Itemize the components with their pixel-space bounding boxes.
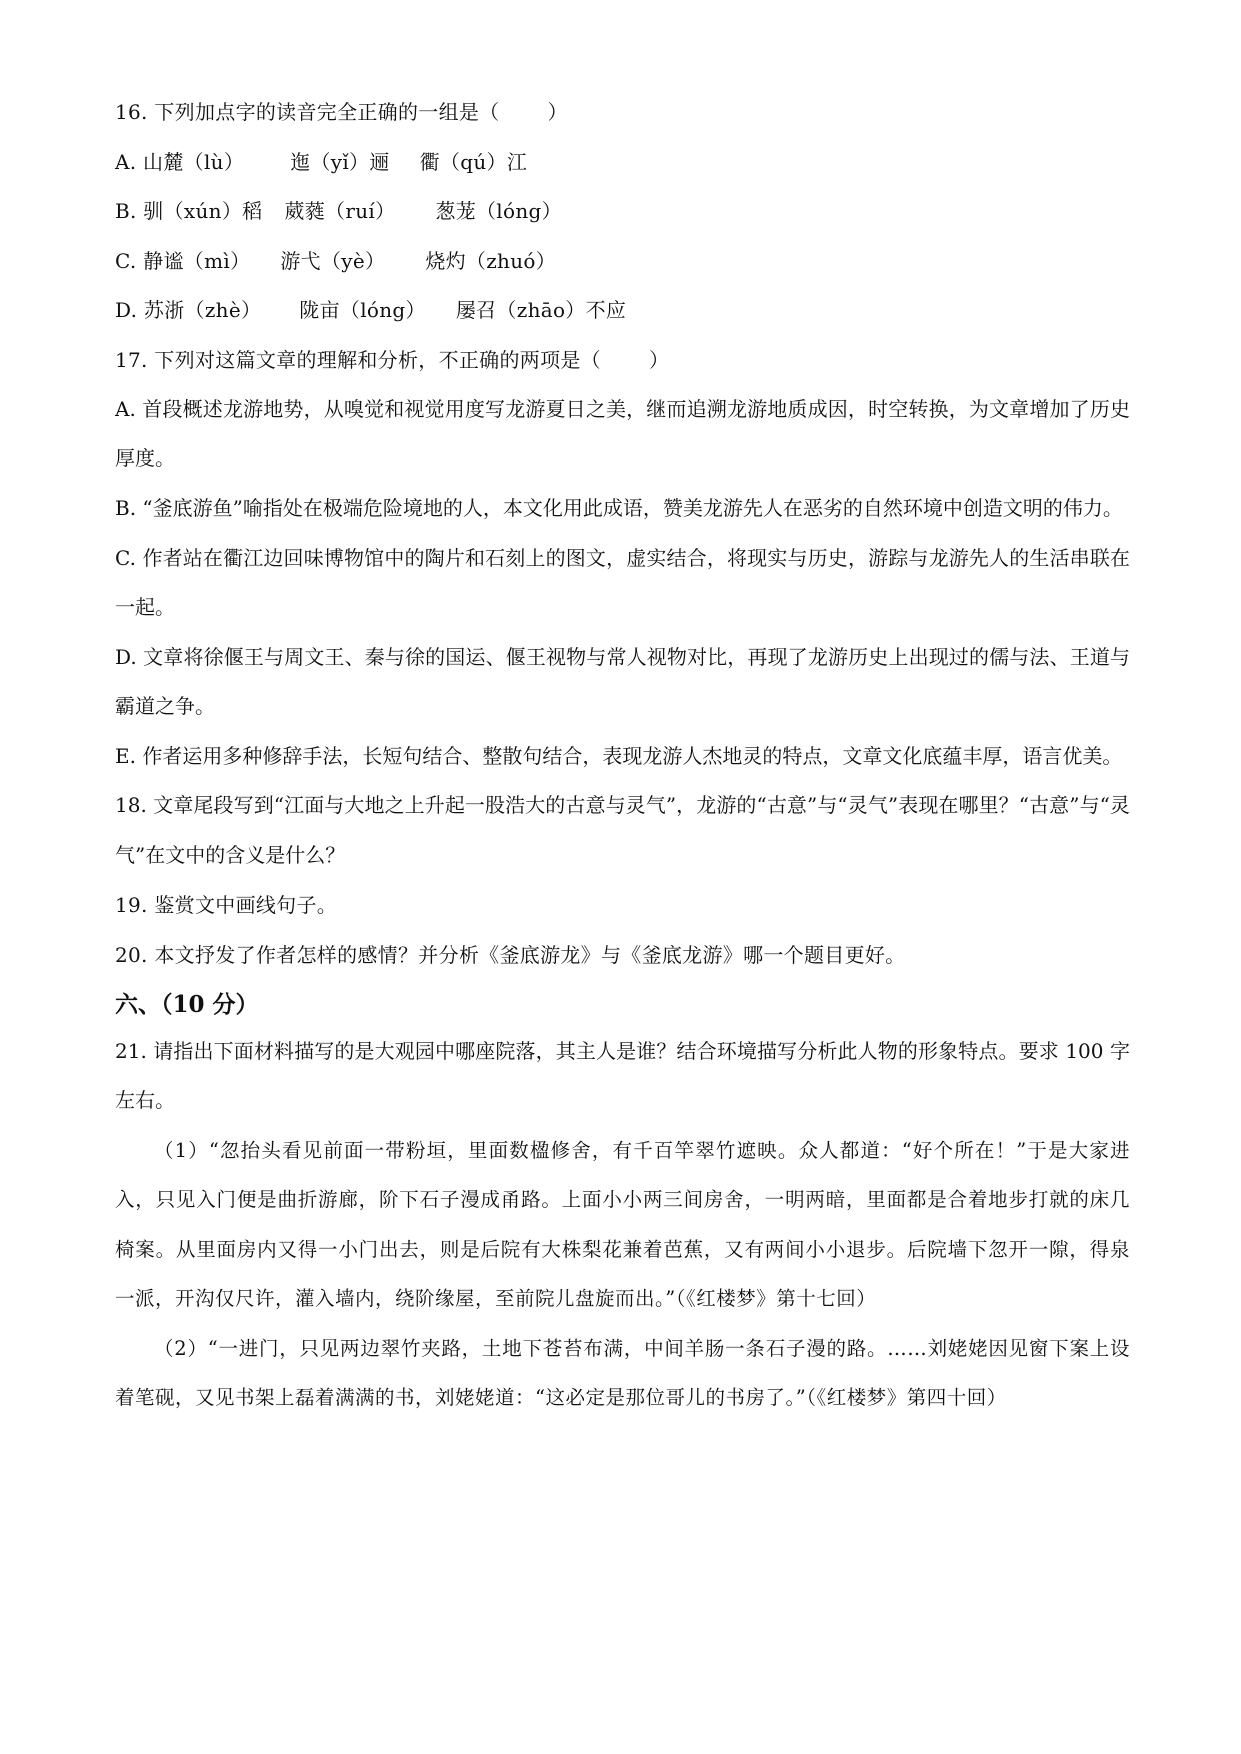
question-17-option-a: A. 首段概述龙游地势，从嗅觉和视觉用度写龙游夏日之美，继而追溯龙游地质成因，时空转换，为文章增加了历史厚度。 xyxy=(115,396,1130,471)
question-21-material-1: （1）“忽抬头看见前面一带粉垣，里面数楹修舍，有千百竿翠竹遮映。众人都道：“好个所在！”于是大家进入，只见入门便是曲折游廊，阶下石子漫成甬路。上面小小两三间房舍，一明两暗，里面都是合着地步打就的床几椅案。从里面房内又得一小门出去，则是后院有大株梨花兼着芭蕉，又有两间小小退步。后院墙下忽开一隙，得泉一派，开沟仅尺许，灌入墙内，绕阶缘屋，至前院儿盘旋而出。”（《红楼梦》第十七回） xyxy=(115,1138,1130,1311)
question-17-option-c: C. 作者站在衢江边回味博物馆中的陶片和石刻上的图文，虚实结合，将现实与历史，游踪与龙游先人的生活串联在一起。 xyxy=(115,545,1130,619)
question-21-material-2: （2）“一进门，只见两边翠竹夹路，土地下苍苔布满，中间羊肠一条石子漫的路。……刘姥姥因见窗下案上设着笔砚，又见书架上磊着满满的书，刘姥姥道：“这必定是那位哥儿的书房了。”（《红楼梦》第四十回） xyxy=(115,1336,1130,1410)
document-body xyxy=(115,98,1130,1434)
question-16-option-c: C. 静谧（mì） 游弋（yè） 烧灼（zhuó） xyxy=(115,248,557,273)
question-20: 20. 本文抒发了作者怎样的感情？并分析《釜底游龙》与《釜底龙游》哪一个题目更好。 xyxy=(115,942,906,967)
question-17-option-e: E. 作者运用多种修辞手法，长短句结合、整散句结合，表现龙游人杰地灵的特点，文章文化底蕴丰厚，语言优美。 xyxy=(115,743,1123,768)
question-16-option-b: B. 驯（xún）稻 葳蕤（ruí） 葱茏（lóng） xyxy=(115,199,562,224)
question-18: 18. 文章尾段写到“江面与大地之上升起一股浩大的古意与灵气”，龙游的“古意”与“灵气”表现在哪里？“古意”与“灵气”在文中的含义是什么？ xyxy=(115,793,1130,867)
question-17-stem: 17. 下列对这篇文章的理解和分析，不正确的两项是（ ） xyxy=(115,347,670,372)
question-17-option-b: B. “釜底游鱼”喻指处在极端危险境地的人，本文化用此成语，赞美龙游先人在恶劣的自然环境中创造文明的伟力。 xyxy=(115,495,1123,520)
question-19: 19. 鉴赏文中画线句子。 xyxy=(115,893,338,918)
question-16-stem: 16. 下列加点字的读音完全正确的一组是（ ） xyxy=(115,100,568,124)
question-21-stem: 21. 请指出下面材料描写的是大观园中哪座院落，其主人是谁？结合环境描写分析此人物的形象特点。要求 100 字左右。 xyxy=(115,1038,1130,1113)
section-six-heading: 六、（10 分） xyxy=(115,991,259,1019)
question-17-option-d: D. 文章将徐偃王与周文王、秦与徐的国运、偃王视物与常人视物对比，再现了龙游历史上出现过的儒与法、王道与霸道之争。 xyxy=(115,644,1130,719)
question-16-option-d: D. 苏浙（zhè） 陇亩（lóng） 屡召（zhāo）不应 xyxy=(115,298,627,323)
question-16-option-a: A. 山麓（lù） 迤（yǐ）逦 衢（qú）江 xyxy=(115,149,528,174)
